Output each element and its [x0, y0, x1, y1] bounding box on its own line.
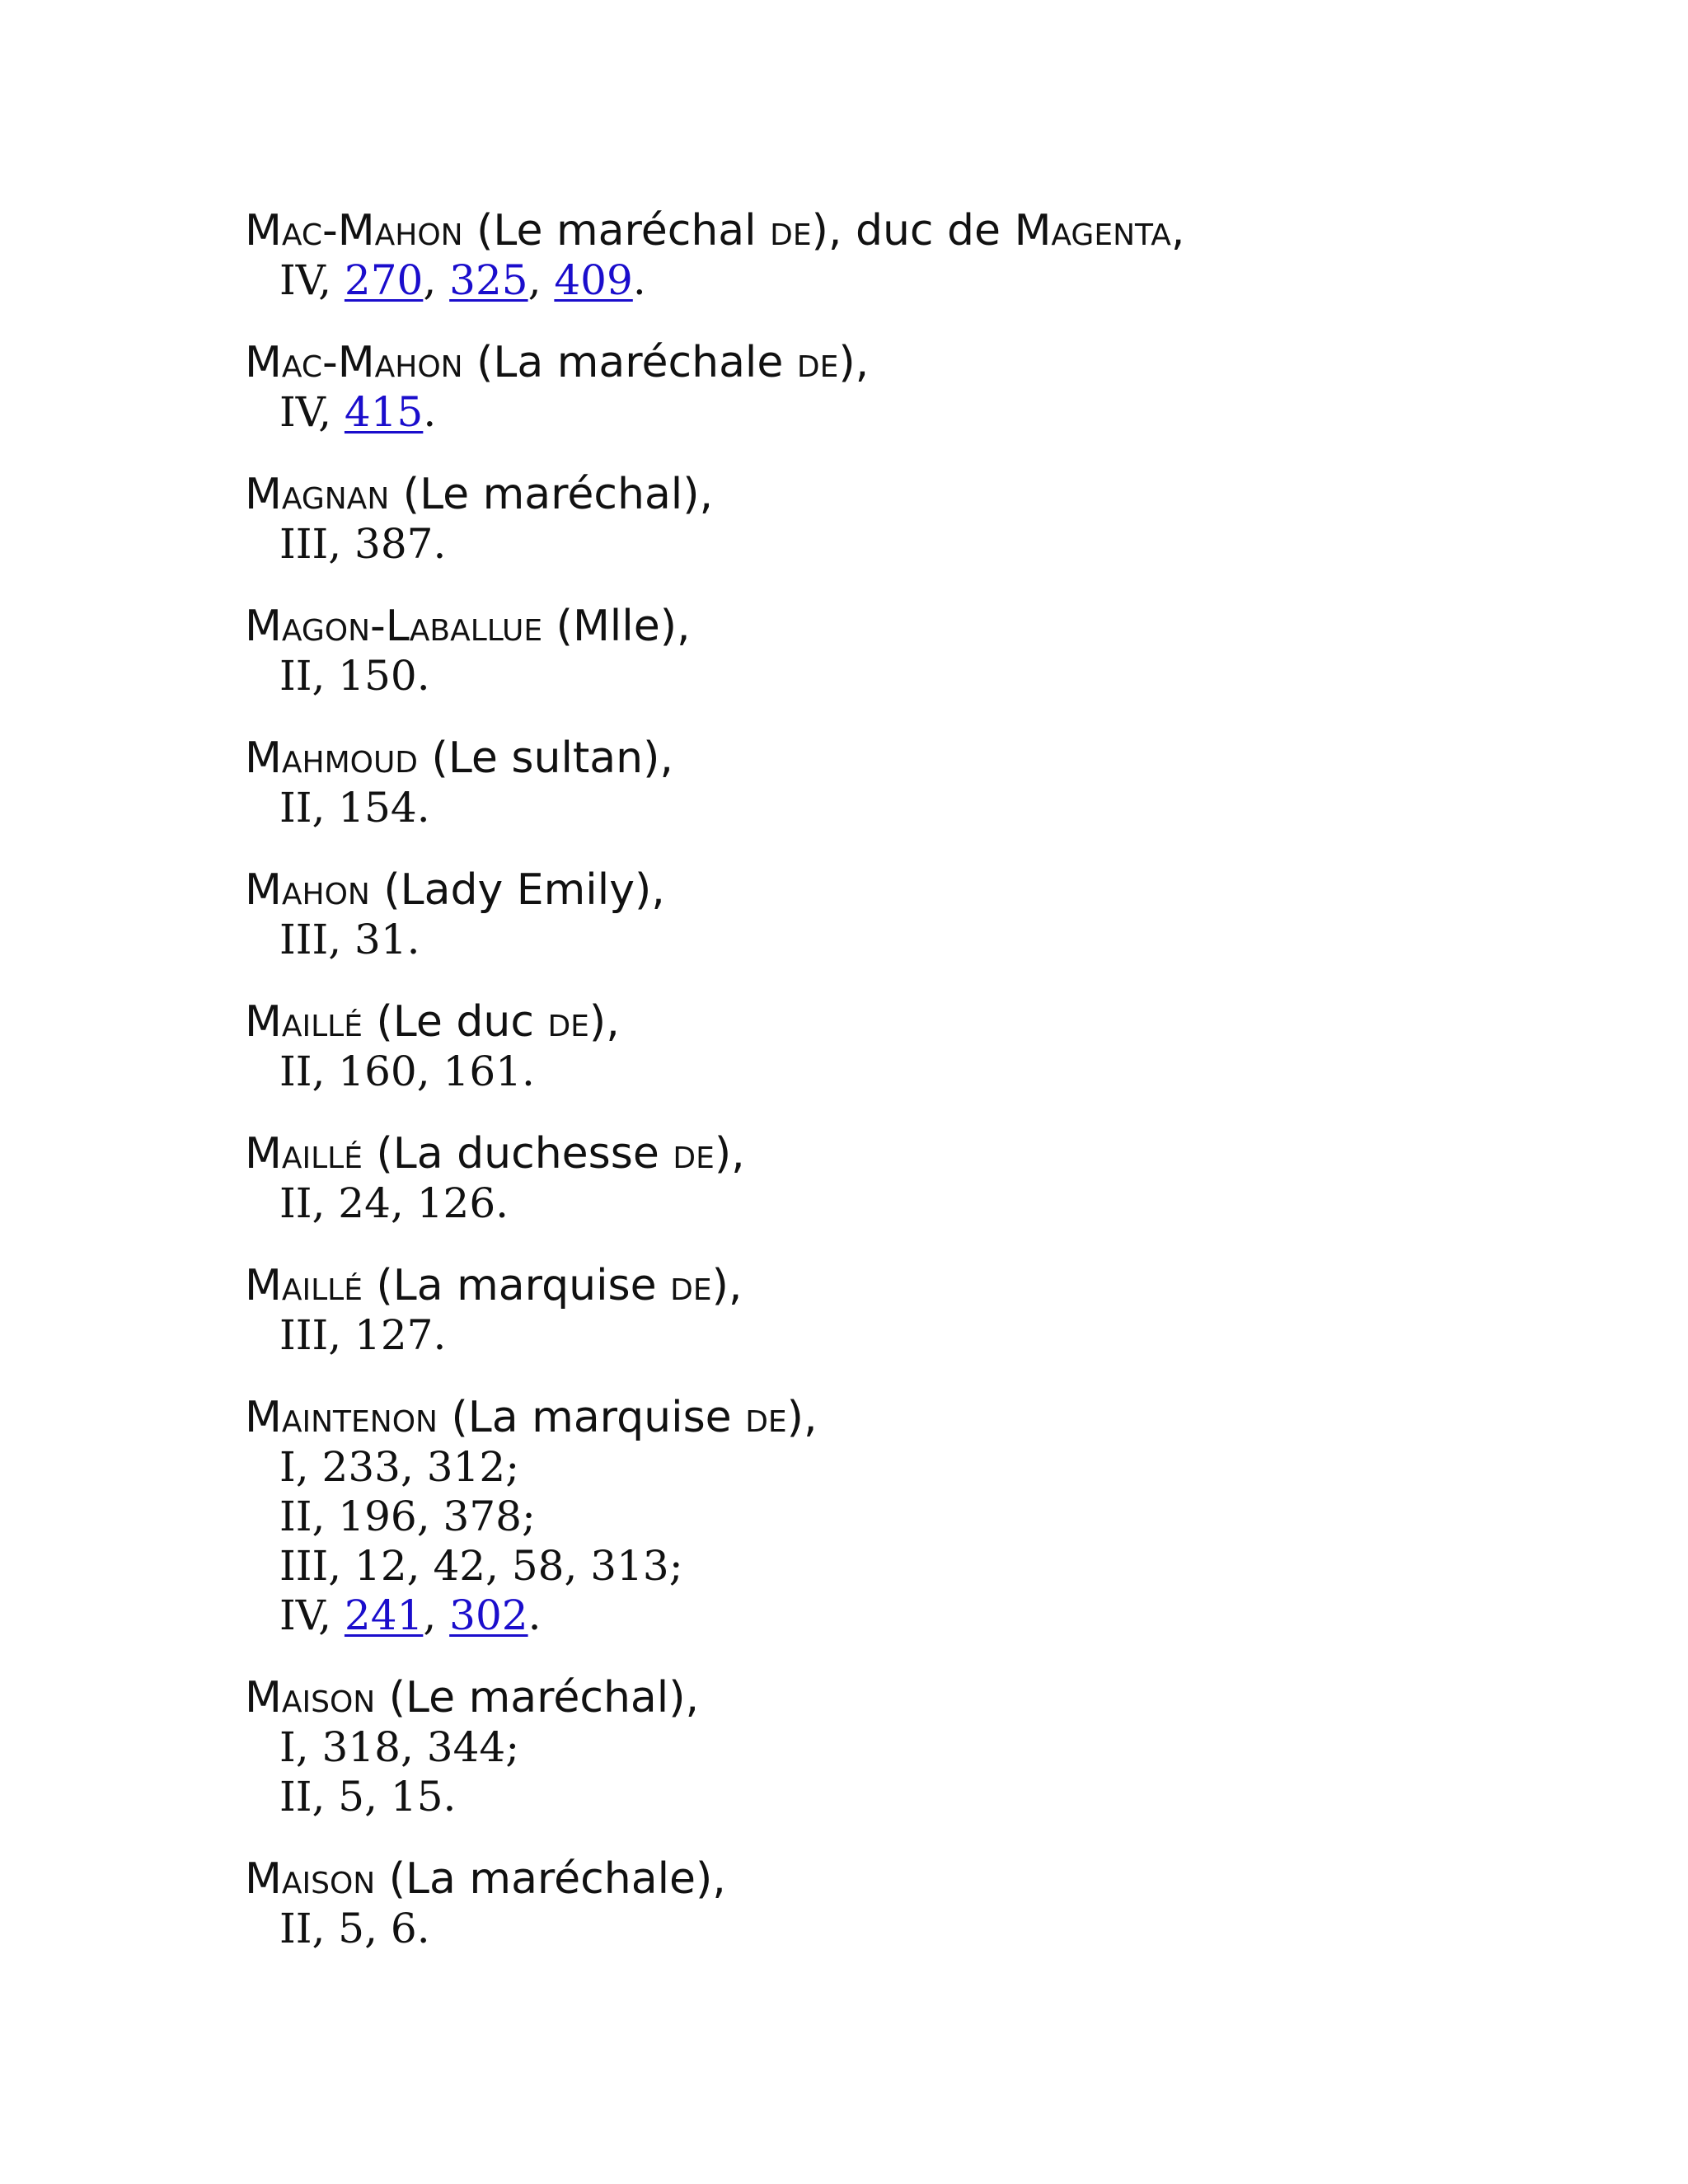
volume-number: IV, [279, 388, 345, 436]
entry-qualifier: (Le duc [362, 997, 548, 1047]
index-entry-maison [245, 1673, 1564, 1821]
entry-qualifier: (Le maréchal), [375, 1673, 700, 1722]
index-page [245, 206, 1564, 1986]
entry-qualifier: (La maréchale [462, 338, 797, 387]
entry-qualifier-end: ), [714, 1129, 745, 1179]
entry-heading [245, 1673, 1564, 1722]
entry-qualifier-end: ), [838, 338, 870, 387]
reference-line [245, 1310, 1564, 1360]
reference-line [245, 1772, 1564, 1821]
page-numbers: 24, 126. [338, 1179, 509, 1227]
volume-number: II, [279, 652, 339, 700]
entry-heading [245, 733, 1564, 783]
entry-name: Magnan [245, 470, 390, 519]
page-link[interactable]: 241 [344, 1591, 424, 1639]
entry-particle: de [670, 1261, 712, 1310]
entry-qualifier: (Lady Emily), [369, 865, 665, 915]
entry-heading [245, 338, 1564, 387]
entry-heading [245, 602, 1564, 651]
entry-name: Mahon [245, 865, 370, 915]
reference-line [245, 1442, 1564, 1492]
reference-line [245, 1904, 1564, 1953]
entry-name: Maillé [245, 997, 363, 1047]
reference-line [245, 387, 1564, 437]
index-entry-mac-mahon [245, 338, 1564, 437]
index-entry-maison [245, 1854, 1564, 1953]
volume-number: III, [279, 520, 355, 568]
volume-number: IV, [279, 1591, 345, 1639]
index-entry-magon-laballue [245, 602, 1564, 701]
entry-title-end: , [1170, 206, 1185, 255]
entry-qualifier: (La marquise [437, 1393, 746, 1442]
entry-qualifier: (La maréchale), [375, 1854, 726, 1904]
entry-heading [245, 206, 1564, 255]
entry-qualifier-end: ), duc de [811, 206, 1015, 255]
entry-name: Maison [245, 1854, 376, 1904]
volume-number: III, [279, 1311, 355, 1359]
page-numbers: 12, 42, 58, 313; [354, 1542, 683, 1590]
index-entry-maille [245, 997, 1564, 1096]
reference-line [245, 1492, 1564, 1541]
index-entry-magnan [245, 470, 1564, 569]
page-link[interactable]: 302 [449, 1591, 528, 1639]
index-entry-mahon [245, 865, 1564, 964]
reference-line [245, 1722, 1564, 1772]
entry-name: Mahmoud [245, 733, 419, 783]
entry-name: Maillé [245, 1261, 363, 1310]
page-numbers: 31. [354, 916, 420, 963]
page-numbers: 233, 312; [321, 1443, 520, 1491]
page-numbers: . [632, 256, 646, 304]
volume-number: III, [279, 916, 355, 963]
reference-line [245, 915, 1564, 964]
volume-number: IV, [279, 256, 345, 304]
page-link[interactable]: 325 [449, 256, 528, 304]
entry-qualifier: (La marquise [362, 1261, 671, 1310]
entry-name: Mac-Mahon [245, 206, 463, 255]
entry-qualifier: (Mlle), [542, 602, 691, 651]
entry-qualifier-end: ), [786, 1393, 818, 1442]
volume-number: II, [279, 1493, 339, 1540]
page-numbers: . [423, 388, 437, 436]
entry-heading [245, 470, 1564, 519]
entry-name: Maison [245, 1673, 376, 1722]
page-numbers: 160, 161. [338, 1047, 535, 1095]
page-numbers: 5, 6. [338, 1905, 430, 1952]
entry-name: Mac-Mahon [245, 338, 463, 387]
index-entry-maintenon [245, 1393, 1564, 1640]
reference-line [245, 783, 1564, 832]
entry-qualifier: (La duchesse [362, 1129, 673, 1179]
reference-line [245, 1047, 1564, 1096]
volume-number: I, [279, 1443, 322, 1491]
reference-line [245, 651, 1564, 701]
volume-number: II, [279, 784, 339, 832]
entry-heading [245, 1854, 1564, 1904]
page-numbers: 196, 378; [338, 1493, 536, 1540]
page-numbers: 318, 344; [321, 1723, 520, 1771]
page-numbers: , [423, 1591, 450, 1639]
volume-number: II, [279, 1179, 339, 1227]
page-numbers: 5, 15. [338, 1773, 457, 1821]
page-numbers: 150. [338, 652, 430, 700]
entry-name: Magon-Laballue [245, 602, 543, 651]
reference-line [245, 1541, 1564, 1591]
reference-line [245, 1591, 1564, 1640]
index-entry-mac-mahon [245, 206, 1564, 305]
entry-heading [245, 1129, 1564, 1179]
entry-qualifier-end: ), [711, 1261, 743, 1310]
index-entry-maille [245, 1261, 1564, 1360]
page-numbers: . [528, 1591, 542, 1639]
page-numbers: , [423, 256, 450, 304]
entry-heading [245, 1393, 1564, 1442]
index-entry-mahmoud [245, 733, 1564, 832]
volume-number: II, [279, 1047, 339, 1095]
volume-number: II, [279, 1905, 339, 1952]
reference-line [245, 519, 1564, 569]
entry-qualifier-end: ), [588, 997, 620, 1047]
volume-number: III, [279, 1542, 355, 1590]
entry-qualifier: (Le maréchal), [389, 470, 714, 519]
page-numbers: 154. [338, 784, 430, 832]
page-numbers: 127. [354, 1311, 447, 1359]
entry-particle: de [673, 1129, 715, 1179]
index-entry-maille [245, 1129, 1564, 1228]
entry-particle: de [796, 338, 839, 387]
page-link[interactable]: 409 [554, 256, 633, 304]
entry-heading [245, 865, 1564, 915]
entry-particle: de [547, 997, 589, 1047]
entry-title-name: Magenta [1014, 206, 1171, 255]
page-numbers: , [528, 256, 555, 304]
entry-particle: de [770, 206, 812, 255]
entry-qualifier: (Le sultan), [418, 733, 673, 783]
volume-number: II, [279, 1773, 339, 1821]
entry-particle: de [745, 1393, 787, 1442]
page-link[interactable]: 270 [344, 256, 424, 304]
page-link[interactable]: 415 [344, 388, 424, 436]
page-numbers: 387. [354, 520, 447, 568]
reference-line [245, 255, 1564, 305]
volume-number: I, [279, 1723, 322, 1771]
entry-heading [245, 997, 1564, 1047]
reference-line [245, 1179, 1564, 1228]
entry-heading [245, 1261, 1564, 1310]
entry-qualifier: (Le maréchal [462, 206, 771, 255]
entry-name: Maintenon [245, 1393, 438, 1442]
entry-name: Maillé [245, 1129, 363, 1179]
